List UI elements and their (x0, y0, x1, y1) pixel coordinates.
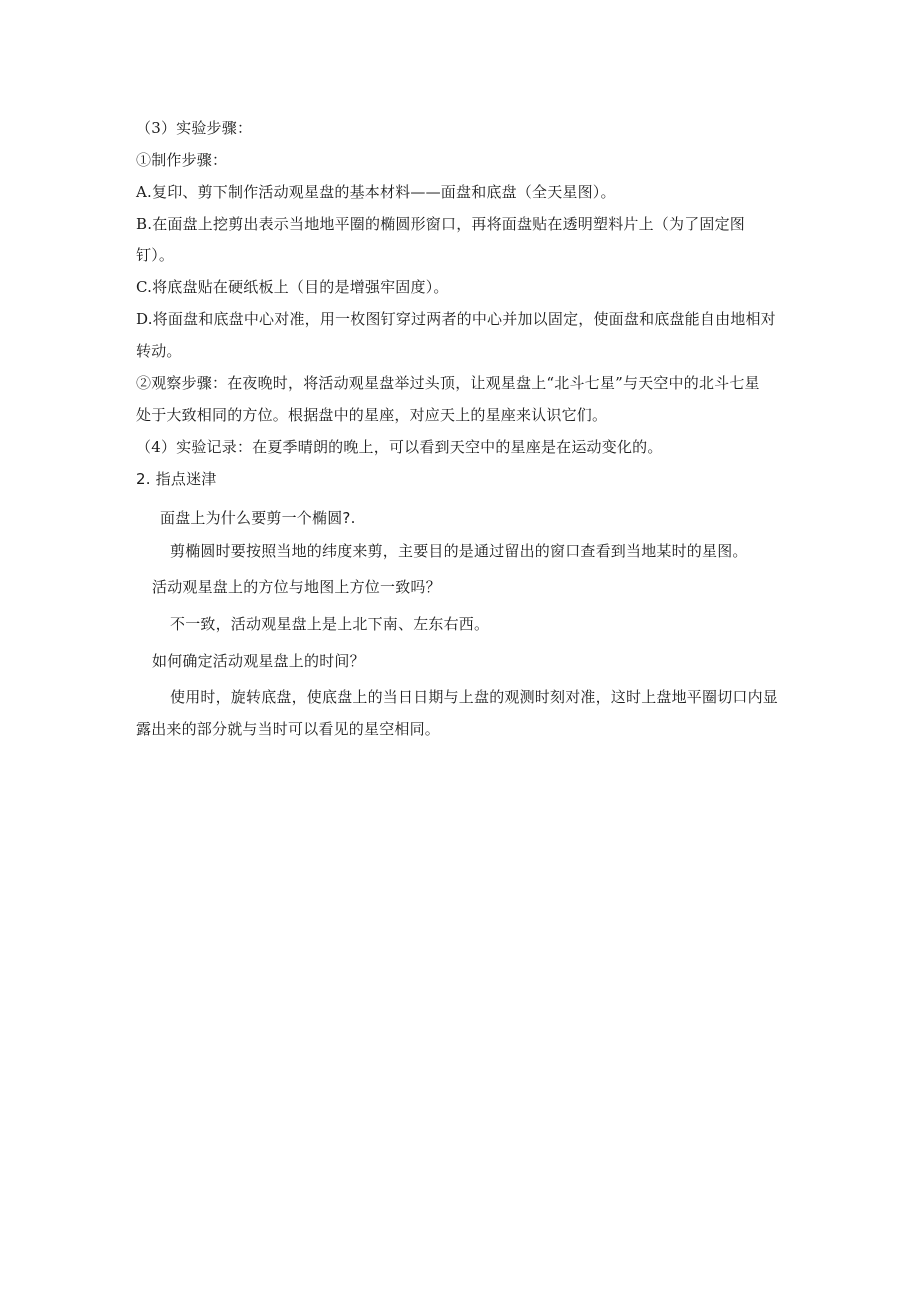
answer-1: 剪椭圆时要按照当地的纬度来剪，主要目的是通过留出的窗口查看到当地某时的星图。 (170, 542, 748, 560)
step3-heading: （3）实验步骤： (136, 119, 253, 137)
question-3: 如何确定活动观星盘上的时间？ (152, 652, 365, 670)
answer-2: 不一致，活动观星盘上是上北下南、左东右西。 (170, 615, 490, 633)
step-c: C.将底盘贴在硬纸板上（目的是增强牢固度）。 (136, 278, 449, 296)
question-2: 活动观星盘上的方位与地图上方位一致吗？ (152, 578, 441, 596)
observe-line2: 处于大致相同的方位。根据盘中的星座，对应天上的星座来认识它们。 (136, 406, 608, 424)
step-b-line2: 钉）。 (136, 246, 175, 264)
answer-3-line1: 使用时，旋转底盘，使底盘上的当日日期与上盘的观测时刻对准，这时上盘地平圈切口内显 (170, 688, 779, 706)
step-a: A.复印、剪下制作活动观星盘的基本材料——面盘和底盘（全天星图）。 (136, 183, 616, 201)
step-d-line2: 转动。 (136, 342, 182, 360)
step-d-line1: D.将面盘和底盘中心对准，用一枚图钉穿过两者的中心并加以固定，使面盘和底盘能自由地相对 (136, 310, 776, 328)
answer-3-line2: 露出来的部分就与当时可以看见的星空相同。 (136, 720, 441, 738)
question-1: 面盘上为什么要剪一个椭圆?. (160, 509, 356, 527)
tips-heading: 2. 指点迷津 (136, 470, 217, 488)
step-b-line1: B.在面盘上挖剪出表示当地地平圈的椭圆形窗口，再将面盘贴在透明塑料片上（为了固定图 (136, 215, 745, 233)
observe-line1: ②观察步骤：在夜晚时，将活动观星盘举过头顶，让观星盘上“北斗七星”与天空中的北斗七星 (136, 374, 760, 392)
record-line: （4）实验记录：在夏季晴朗的晚上，可以看到天空中的星座是在运动变化的。 (136, 438, 663, 456)
make-steps-heading: ①制作步骤： (136, 151, 228, 169)
